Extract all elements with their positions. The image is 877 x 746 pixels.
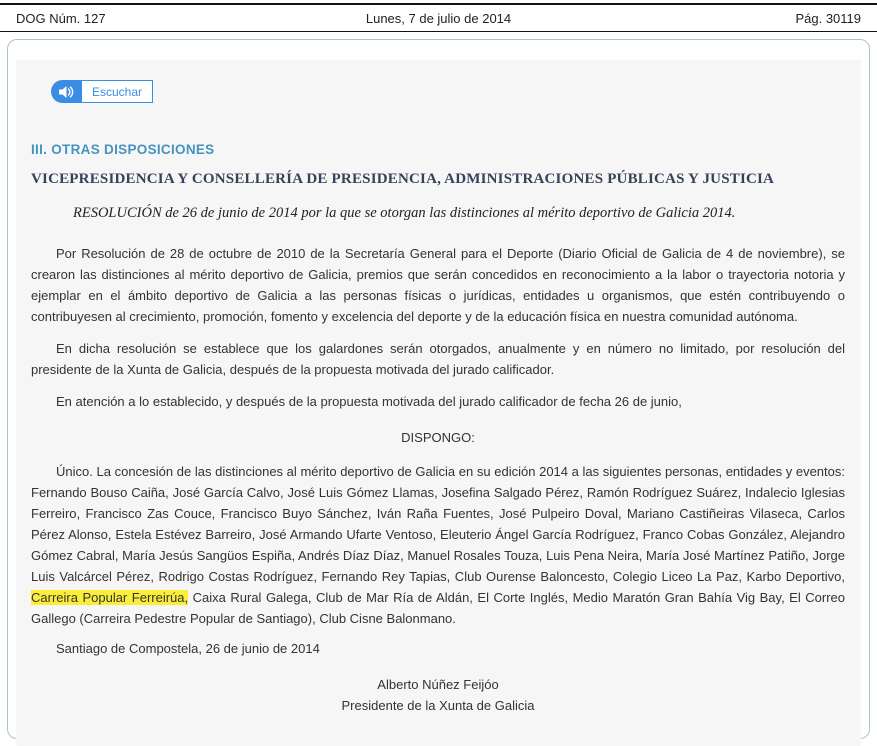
paragraph-awards-rule: En dicha resolución se establece que los galardones serán otorgados, anualmente y en número no limitado, por resolución del presidente de la Xunta de Galicia, después de la propuesta motivada del jurado calificador. [31,340,845,377]
paragraph-background: Por Resolución de 28 de octubre de 2010 de la Secretaría General para el Deporte (Diario Oficial de Galicia de 4 de noviembre), se crearon las distinciones al mérito deportivo de Galicia, premios que serán concedidos en reconocimiento a la labor o trayectoria notoria y ejemplar en el ámbito deportivo de Galicia a las personas físicas o jurídicas, entidades u organismos, que estén contribuyendo o contribuyesen al crecimiento, promoción, fomento y excelencia del deporte y de la educación física en nuestra comunidad autónoma. [31,245,845,324]
gazette-header [0,3,877,32]
search-highlight: Carreira Popular Ferreirúa, [31,589,189,605]
department-heading: VICEPRESIDENCIA Y CONSELLERÍA DE PRESIDENCIA, ADMINISTRACIONES PÚBLICAS Y JUSTICIA [31,170,775,187]
speaker-icon [51,80,81,103]
unico-text-before: Único. La concesión de las distinciones al mérito deportivo de Galicia en su edición 2014 a las siguientes personas, entidades y eventos: Fernando Bouso Caiña, José García Calvo, José Luis Gómez Llamas, Josefina Salgado Pérez, Ramón Rodríguez Suárez, Indalecio Iglesias Ferreiro, Francisco Zas Couce, Francisco Buyo Sánchez, Iván Raña Fuentes, José Pulpeiro Doval, Mariano Castiñeiras Vilaseca, Carlos Pérez Alonso, Estela Estévez Barreiro, José Armando Ufarte Ventoso, Eleuterio Ángel García Rodríguez, Franco Cobas González, Alejandro Gómez Cabral, María Jesús Sangüos Espiña, Andrés Díaz Díaz, Manuel Rosales Touza, Luis Pena Neira, María José Martínez Patiño, Jorge Luis Valcárcel Pérez, Rodrigo Costas Rodríguez, Fernando Rey Tapias, Club Ourense Baloncesto, Colegio Liceo La Paz, Karbo Deportivo, [31,463,845,584]
content-frame [7,39,870,739]
document-body [31,142,845,716]
resolution-title: RESOLUCIÓN de 26 de junio de 2014 por la que se otorgan las distinciones al mérito deportivo de Galicia 2014. [73,204,736,221]
gazette-date: Lunes, 7 de julio de 2014 [365,10,512,26]
signature-name: Alberto Núñez Feijóo [377,676,499,692]
gazette-page-number: Pág. 30119 [795,10,862,26]
section-heading: III. OTRAS DISPOSICIONES [31,141,215,157]
listen-button-label: Escuchar [81,80,153,103]
unico-text-after: Caixa Rural Galega, Club de Mar Ría de Aldán, El Corte Inglés, Medio Maratón Gran Bahía Vig Bay, El Correo Gallego (Carreira Pedestre Popular de Santiago), Club Cisne Balonmano. [31,589,845,626]
gazette-issue-number: DOG Núm. 127 [16,10,106,26]
signature-title: Presidente de la Xunta de Galicia [341,697,535,713]
dispongo-heading: DISPONGO: [401,429,475,445]
place-date-line: Santiago de Compostela, 26 de junio de 2014 [56,640,320,656]
gazette-header-row [0,5,877,31]
document-panel [16,60,861,746]
paragraph-jury: En atención a lo establecido, y después de la propuesta motivada del jurado calificador de fecha 26 de junio, [56,393,682,409]
listen-button[interactable] [51,80,153,103]
paragraph-unico [31,461,845,629]
